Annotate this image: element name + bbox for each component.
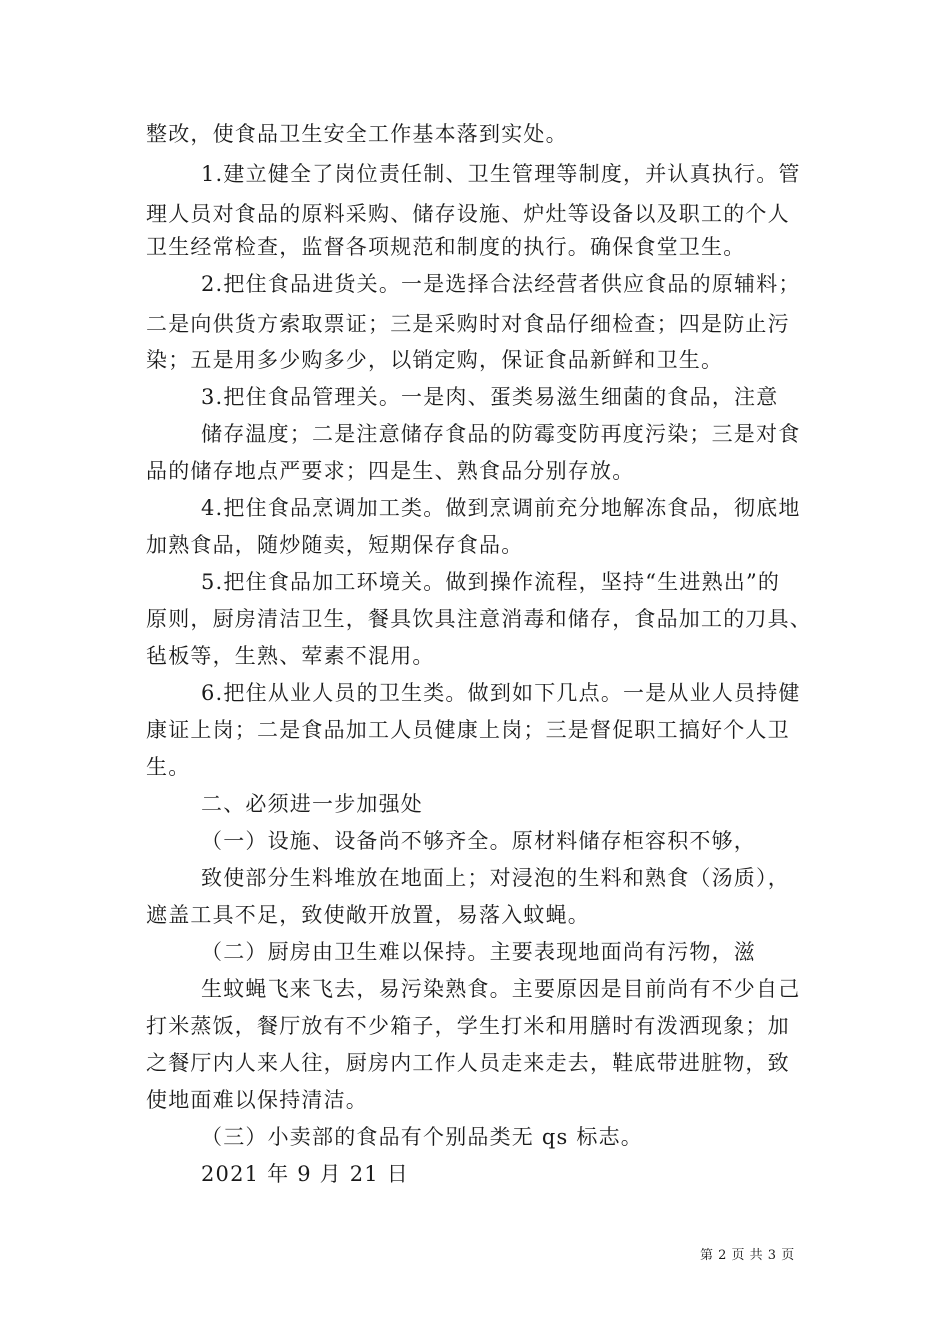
section-heading: 二、必须进一步加强处 bbox=[201, 792, 423, 816]
text-line: 二是向供货方索取票证；三是采购时对食品仔细检查；四是防止污 bbox=[146, 312, 790, 336]
text-line: 储存温度；二是注意储存食品的防霉变防再度污染；三是对食 bbox=[201, 422, 801, 446]
text-line: 5.把住食品加工环境关。做到操作流程，坚持“生进熟出”的 bbox=[201, 570, 781, 594]
text-line: 致使部分生料堆放在地面上；对浸泡的生料和熟食（汤质）， bbox=[201, 866, 790, 890]
text-line: 6.把住从业人员的卫生类。做到如下几点。一是从业人员持健 bbox=[201, 681, 801, 705]
text-line: 理人员对食品的原料采购、储存设施、炉灶等设备以及职工的个人 bbox=[146, 202, 790, 226]
text-line: 之餐厅内人来人往，厨房内工作人员走来走去，鞋底带进脏物，致 bbox=[146, 1051, 790, 1075]
text-line: 使地面难以保持清洁。 bbox=[146, 1088, 368, 1112]
text-line: 1.建立健全了岗位责任制、卫生管理等制度，并认真执行。管 bbox=[201, 162, 801, 186]
text-line: 3.把住食品管理关。一是肉、蛋类易滋生细菌的食品，注意 bbox=[201, 385, 779, 409]
page-number: 第 2 页 共 3 页 bbox=[700, 1248, 795, 1263]
text-line: 原则，厨房清洁卫生，餐具饮具注意消毒和储存，食品加工的刀具、 bbox=[146, 607, 812, 631]
text-line: 康证上岗；二是食品加工人员健康上岗；三是督促职工搞好个人卫 bbox=[146, 718, 790, 742]
text-line: 加熟食品，随炒随卖，短期保存食品。 bbox=[146, 533, 524, 557]
text-line: 毡板等，生熟、荤素不混用。 bbox=[146, 644, 435, 668]
text-line: 遮盖工具不足，致使敞开放置，易落入蚊蝇。 bbox=[146, 903, 590, 927]
text-line: （一）设施、设备尚不够齐全。原材料储存柜容积不够， bbox=[201, 829, 756, 853]
text-line: 整改，使食品卫生安全工作基本落到实处。 bbox=[146, 122, 568, 146]
document-date: 2021 年 9 月 21 日 bbox=[201, 1162, 409, 1186]
text-line: （三）小卖部的食品有个别品类无 qs 标志。 bbox=[201, 1125, 643, 1149]
text-line: 生蚊蝇飞来飞去，易污染熟食。主要原因是目前尚有不少自己 bbox=[201, 977, 801, 1001]
text-line: 2.把住食品进货关。一是选择合法经营者供应食品的原辅料； bbox=[201, 272, 801, 296]
text-line: 4.把住食品烹调加工类。做到烹调前充分地解冻食品，彻底地 bbox=[201, 496, 801, 520]
text-line: 打米蒸饭，餐厅放有不少箱子，学生打米和用膳时有泼洒现象；加 bbox=[146, 1014, 790, 1038]
text-line: 品的储存地点严要求；四是生、熟食品分别存放。 bbox=[146, 459, 635, 483]
text-line: 染；五是用多少购多少，以销定购，保证食品新鲜和卫生。 bbox=[146, 348, 724, 372]
text-line: 生。 bbox=[146, 755, 191, 779]
text-line: （二）厨房由卫生难以保持。主要表现地面尚有污物，滋 bbox=[201, 940, 756, 964]
text-line: 卫生经常检查，监督各项规范和制度的执行。确保食堂卫生。 bbox=[146, 235, 746, 259]
